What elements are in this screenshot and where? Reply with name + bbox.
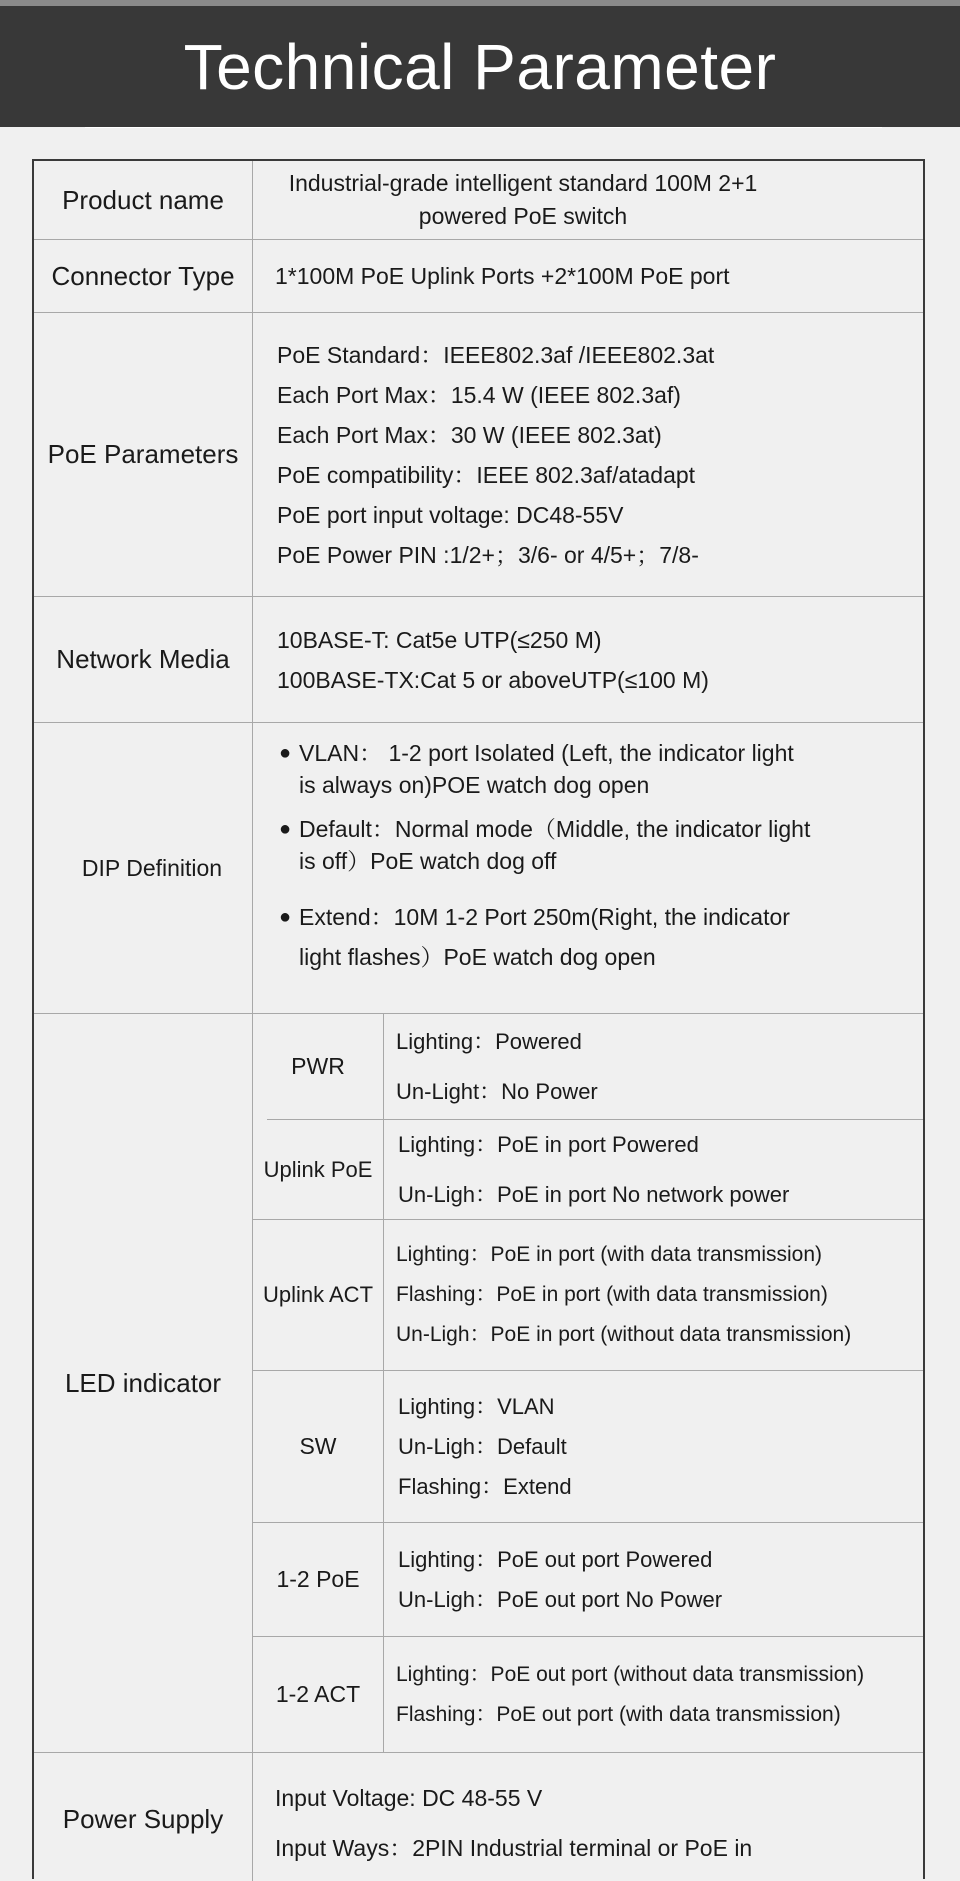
connector-type-label: Connector Type (51, 260, 235, 291)
network-media-label: Network Media (56, 644, 230, 674)
poe-param-line: PoE port input voltage: DC48-55V (277, 501, 624, 528)
led-pwr-name: PWR (291, 1053, 345, 1079)
poe-parameters-label: PoE Parameters (47, 439, 239, 469)
connector-type-value: 1*100M PoE Uplink Ports +2*100M PoE port (275, 263, 730, 289)
network-media-line: 100BASE-TX:Cat 5 or aboveUTP(≤100 M) (277, 666, 709, 693)
led-uplink-act-desc: Lighting：PoE in port (with data transmission) Flashing：PoE in port (with data transmission) Un-Ligh：PoE in port (without data transmission) (396, 1243, 852, 1346)
poe-param-line: Each Port Max：15.4 W (IEEE 802.3af) (277, 381, 681, 408)
poe-param-line: Each Port Max：30 W (IEEE 802.3at) (277, 421, 662, 448)
poe-parameters-value (253, 313, 923, 596)
power-supply-label: Power Supply (62, 1803, 224, 1834)
power-supply-line: Input Ways：2PIN Industrial terminal or PoE in (275, 1835, 753, 1861)
led-1-2-poe-desc: Lighting：PoE out port Powered Un-Ligh：PoE out port No Power (398, 1546, 723, 1612)
poe-param-line: PoE Power PIN :1/2+；3/6- or 4/5+；7/8- (277, 541, 699, 568)
poe-param-line: PoE Standard：IEEE802.3af /IEEE802.3at (277, 341, 715, 368)
led-1-2-act-name: 1-2 ACT (275, 1681, 361, 1707)
page-header (0, 6, 960, 127)
spec-table (32, 159, 925, 1879)
product-name-label: Product name (62, 184, 224, 215)
bullet-dot-icon: ● (279, 742, 292, 764)
led-uplink-act-name: Uplink ACT (262, 1282, 374, 1307)
power-supply-value (253, 1753, 923, 1881)
led-uplink-poe-name: Uplink PoE (263, 1156, 373, 1182)
page-title: Technical Parameter (183, 30, 777, 103)
bullet-dot-icon: ● (279, 906, 292, 928)
dip-definition-value (279, 723, 919, 1013)
dip-bullet-extend: ● Extend：10M 1-2 Port 250m(Right, the indicator light flashes）PoE watch dog open (279, 897, 810, 977)
led-indicator-label: LED indicator (64, 1367, 222, 1398)
poe-param-line: PoE compatibility：IEEE 802.3af/atadapt (277, 461, 696, 488)
dip-definition-label: DIP Definition (81, 854, 223, 881)
network-media-line: 10BASE-T: Cat5e UTP(≤250 M) (277, 626, 602, 653)
led-1-2-poe-name: 1-2 PoE (276, 1566, 360, 1592)
led-pwr-desc: Lighting：Powered Un-Light：No Power (396, 1028, 598, 1104)
network-media-value (253, 597, 923, 722)
dip-bullet-vlan: ● VLAN： 1-2 port Isolated (Left, the indicator light is always on)POE watch dog open (279, 737, 810, 801)
power-supply-line: Input Voltage: DC 48-55 V (275, 1785, 543, 1811)
led-sw-name: SW (299, 1433, 337, 1459)
header-underline (85, 127, 882, 128)
bullet-dot-icon: ● (279, 818, 292, 840)
product-name-value: Industrial-grade intelligent standard 100M 2+1 powered PoE switch (288, 170, 758, 229)
dip-bullet-default: ● Default：Normal mode（Middle, the indicator light is off）PoE watch dog off (279, 813, 810, 877)
led-uplink-poe-desc: Lighting：PoE in port Powered Un-Ligh：PoE in port No network power (398, 1131, 790, 1207)
led-sw-desc: Lighting：VLAN Un-Ligh：Default Flashing：Extend (398, 1393, 572, 1499)
led-1-2-act-desc: Lighting：PoE out port (without data transmission) Flashing：PoE out port (with data transmission) (396, 1662, 865, 1726)
